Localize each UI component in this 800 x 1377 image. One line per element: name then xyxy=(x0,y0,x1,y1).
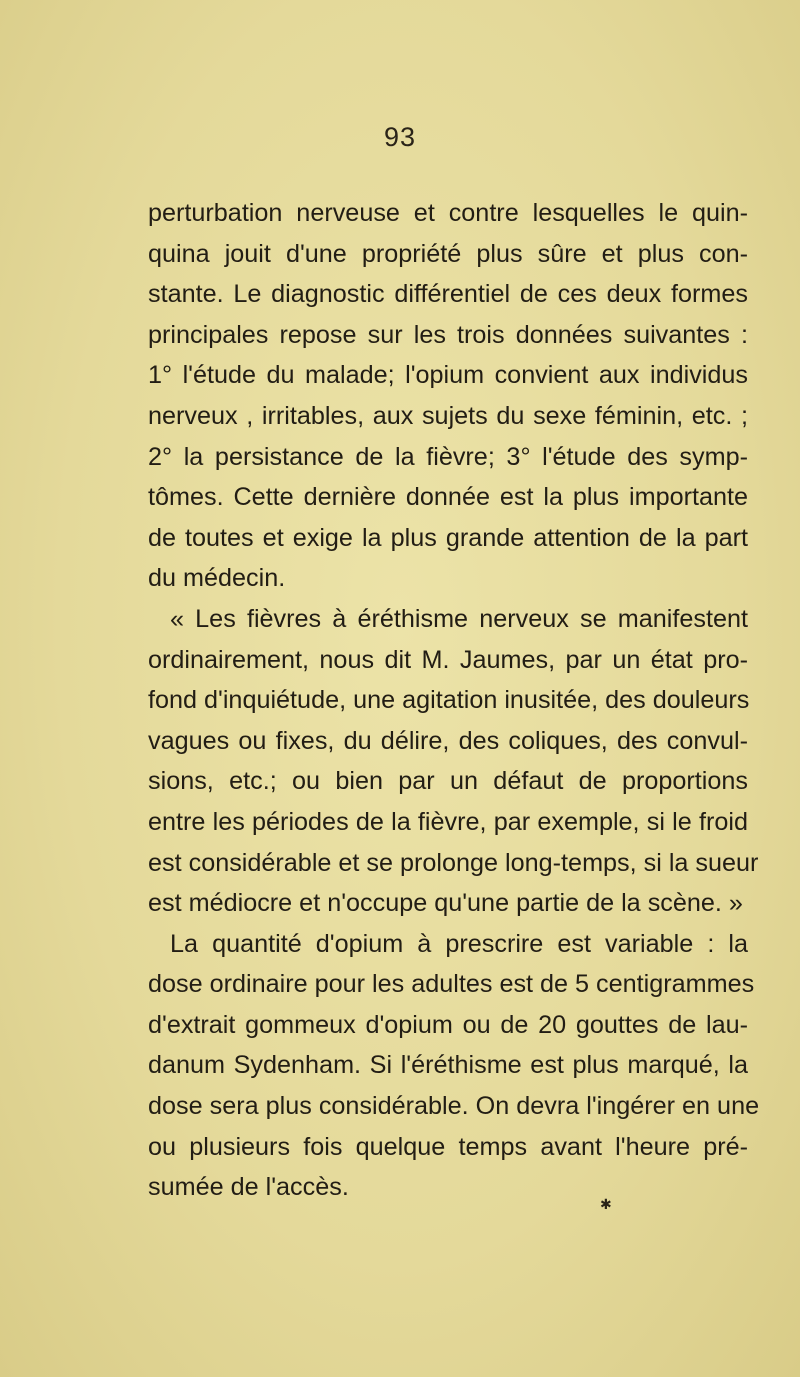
text-line: « Les fièvres à éréthisme nerveux se manifestent xyxy=(170,604,748,633)
text-line: de toutes et exige la plus grande attention de la part xyxy=(148,523,748,552)
text-line: nerveux , irritables, aux sujets du sexe féminin, etc. ; xyxy=(148,401,748,430)
body-text xyxy=(148,193,760,1208)
text-line: sions, etc.; ou bien par un défaut de proportions xyxy=(148,767,748,796)
text-line: principales repose sur les trois données suivantes : xyxy=(148,320,748,349)
text-line: sumée de l'accès. xyxy=(148,1173,349,1202)
text-line: est considérable et se prolonge long-temps, si la sueur xyxy=(148,848,759,877)
text-line: La quantité d'opium à prescrire est variable : la xyxy=(170,929,748,958)
text-line: quina jouit d'une propriété plus sûre et plus con- xyxy=(148,239,748,268)
signature-mark: ✱ xyxy=(600,1196,612,1212)
text-line: ordinairement, nous dit M. Jaumes, par un état pro- xyxy=(148,645,748,674)
text-line: 2° la persistance de la fièvre; 3° l'étude des symp- xyxy=(148,442,748,471)
text-line: stante. Le diagnostic différentiel de ces deux formes xyxy=(148,280,748,309)
text-line: dose sera plus considérable. On devra l'ingérer en une xyxy=(148,1092,760,1121)
text-line: d'extrait gommeux d'opium ou de 20 gouttes de lau- xyxy=(148,1010,748,1039)
text-line: ou plusieurs fois quelque temps avant l'heure pré- xyxy=(148,1132,748,1161)
text-line: fond d'inquiétude, une agitation inusitée, des douleurs xyxy=(148,686,750,715)
text-line: entre les périodes de la fièvre, par exemple, si le froid xyxy=(148,807,748,836)
text-line: tômes. Cette dernière donnée est la plus importante xyxy=(148,483,748,512)
text-line: du médecin. xyxy=(148,564,286,593)
text-line: est médiocre et n'occupe qu'une partie de la scène. » xyxy=(148,889,743,918)
text-line: danum Sydenham. Si l'éréthisme est plus marqué, la xyxy=(148,1051,748,1080)
page-number: 93 xyxy=(383,122,417,152)
text-line: perturbation nerveuse et contre lesquelles le quin- xyxy=(148,199,748,227)
text-line: 1° l'étude du malade; l'opium convient aux individus xyxy=(148,361,748,390)
text-line: vagues ou fixes, du délire, des coliques, des convul- xyxy=(148,726,748,755)
text-line: dose ordinaire pour les adultes est de 5 centigrammes xyxy=(148,970,755,999)
